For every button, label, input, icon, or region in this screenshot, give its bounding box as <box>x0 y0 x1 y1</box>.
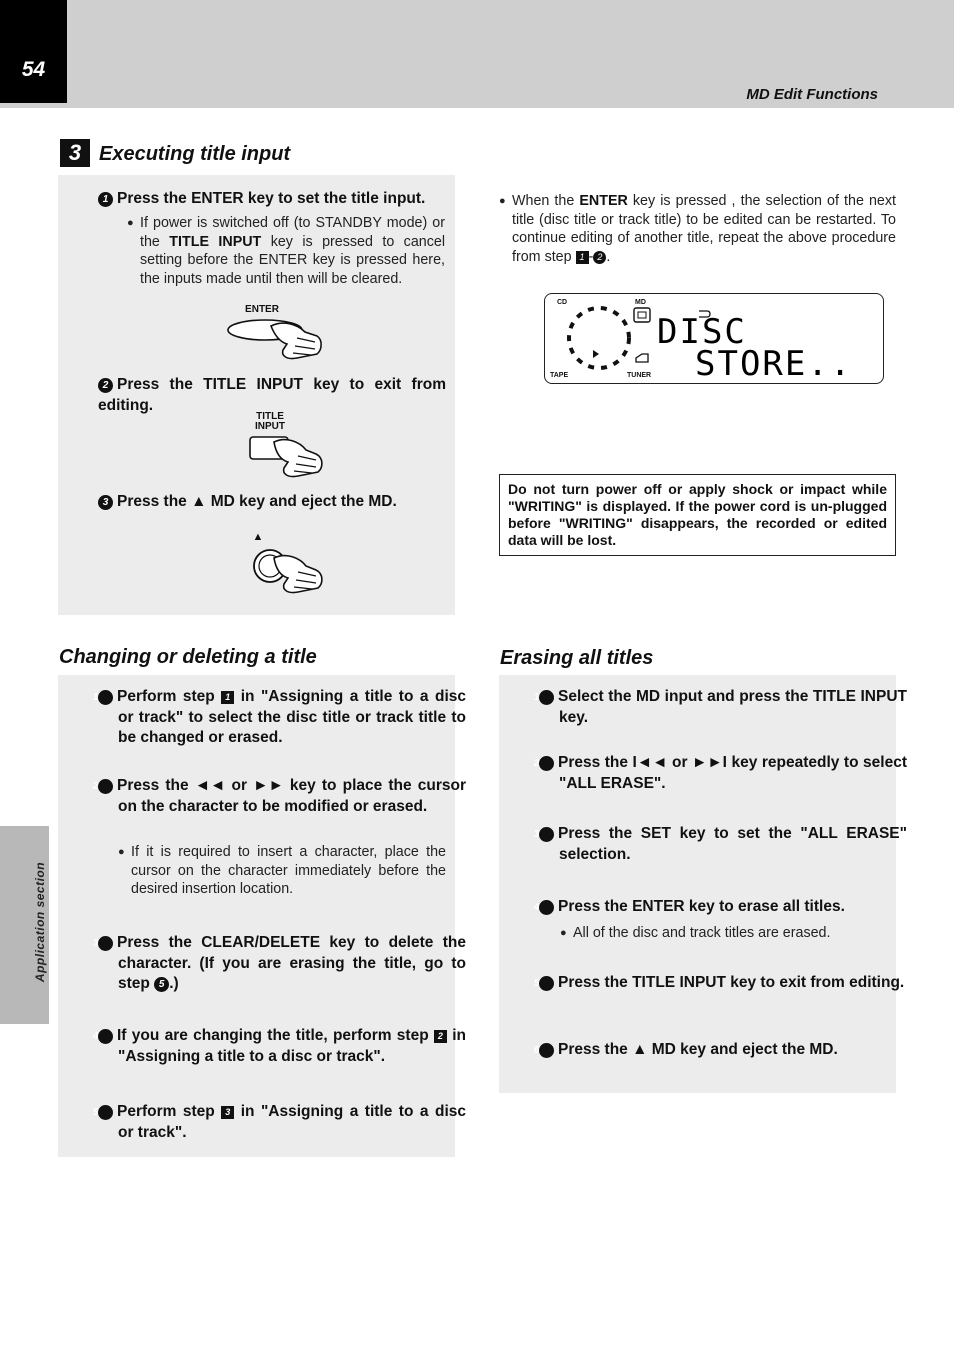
enter-key-label: ENTER <box>245 304 279 315</box>
section-header-title: MD Edit Functions <box>746 86 878 103</box>
lcd-md-label: MD <box>635 299 646 306</box>
bullet-icon: ● <box>560 927 567 939</box>
executing-title: Executing title input <box>99 143 291 165</box>
changing-title: Changing or deleting a title <box>59 646 317 668</box>
bullet-icon: ● <box>499 195 506 207</box>
eject-key-press-icon <box>250 546 326 596</box>
changing-step-4: 4 If you are changing the title, perform step 2 in "Assigning a title to a disc or track". <box>92 1027 466 1065</box>
changing-step-2-note: ● If it is required to insert a character, place the cursor on the character immediately before the desired insertion location. <box>118 844 446 898</box>
title-input-key-label: TITLE INPUT <box>255 411 285 432</box>
title-input-key-press-icon <box>248 434 326 480</box>
changing-step-2: 2 Press the ◄◄ or ►► key to place the cursor on the character to be modified or erased. <box>92 777 466 815</box>
executing-step-1-note: ● If power is switched off (to STANDBY mode) or the TITLE INPUT key is pressed to cancel setting before the ENTER key is pressed here, the inputs made until then will be cleared. <box>127 215 445 287</box>
step-text: Press the ENTER key to set the title input. <box>117 190 426 207</box>
eject-icon: ▲ <box>191 493 207 510</box>
page-number-box <box>0 0 67 103</box>
erasing-step-2: 2 Press the I◄◄ or ►►I key repeatedly to select "ALL ERASE". <box>533 754 907 792</box>
bullet-icon: ● <box>118 846 125 858</box>
lcd-tuner-label: TUNER <box>627 372 652 379</box>
section-number: 3 <box>60 139 90 167</box>
executing-step-1 <box>98 189 446 210</box>
step-number: 1 <box>98 192 113 207</box>
erasing-panel <box>499 675 896 1093</box>
erasing-title: Erasing all titles <box>500 647 654 669</box>
warning-box: Do not turn power off or apply shock or impact while "WRITING" is displayed. If the power cord is un-plugged before "WRITING" disappears, the recorded or edited data will be lost. <box>499 474 896 556</box>
lcd-line-1: DISC <box>657 312 747 352</box>
eject-icon: ▲ <box>632 1041 648 1058</box>
eject-key-label: ▲ <box>252 531 264 543</box>
bullet-icon: ● <box>127 217 134 229</box>
erasing-step-1: 1 Select the MD input and press the TITLE INPUT key. <box>533 688 907 726</box>
enter-restart-note: ● When the ENTER key is pressed , the selection of the next title (disc title or track title) to be edited can be restarted. To continue editing of another title, repeat the above procedure from step 1 - 2 . <box>499 193 897 265</box>
lcd-line-2: STORE.. <box>695 344 853 384</box>
enter-key-press-icon <box>225 316 325 362</box>
erasing-step-3: 3 Press the SET key to set the "ALL ERASE" selection. <box>533 825 907 863</box>
page-number: 54 <box>21 58 46 81</box>
erasing-step-4-note: ● All of the disc and track titles are erased. <box>560 925 831 941</box>
executing-step-3: 3 Press the ▲ MD key and eject the MD. <box>98 492 446 513</box>
executing-step-2: 2 Press the TITLE INPUT key to exit from editing. <box>98 376 446 414</box>
lcd-md-indicators-icon <box>631 306 653 370</box>
changing-step-3: 3 Press the CLEAR/DELETE key to delete the character. (If you are erasing the title, go to step 5 .) <box>92 934 466 992</box>
lcd-cd-label: CD <box>557 299 568 306</box>
side-tab-label: Application section <box>33 861 47 983</box>
lcd-display <box>544 293 884 384</box>
changing-step-5: 5 Perform step 3 in "Assigning a title to a disc or track". <box>92 1103 466 1141</box>
erasing-step-5: 5 Press the TITLE INPUT key to exit from editing. <box>533 974 905 991</box>
lcd-tape-label: TAPE <box>550 372 569 379</box>
erasing-step-6: 6 Press the ▲ MD key and eject the MD. <box>533 1041 838 1058</box>
erasing-step-4: 4 Press the ENTER key to erase all titles. <box>533 898 845 915</box>
changing-step-1: 1 Perform step 1 in "Assigning a title to a disc or track" to select the disc title or track title to be changed or erased. <box>92 688 466 746</box>
